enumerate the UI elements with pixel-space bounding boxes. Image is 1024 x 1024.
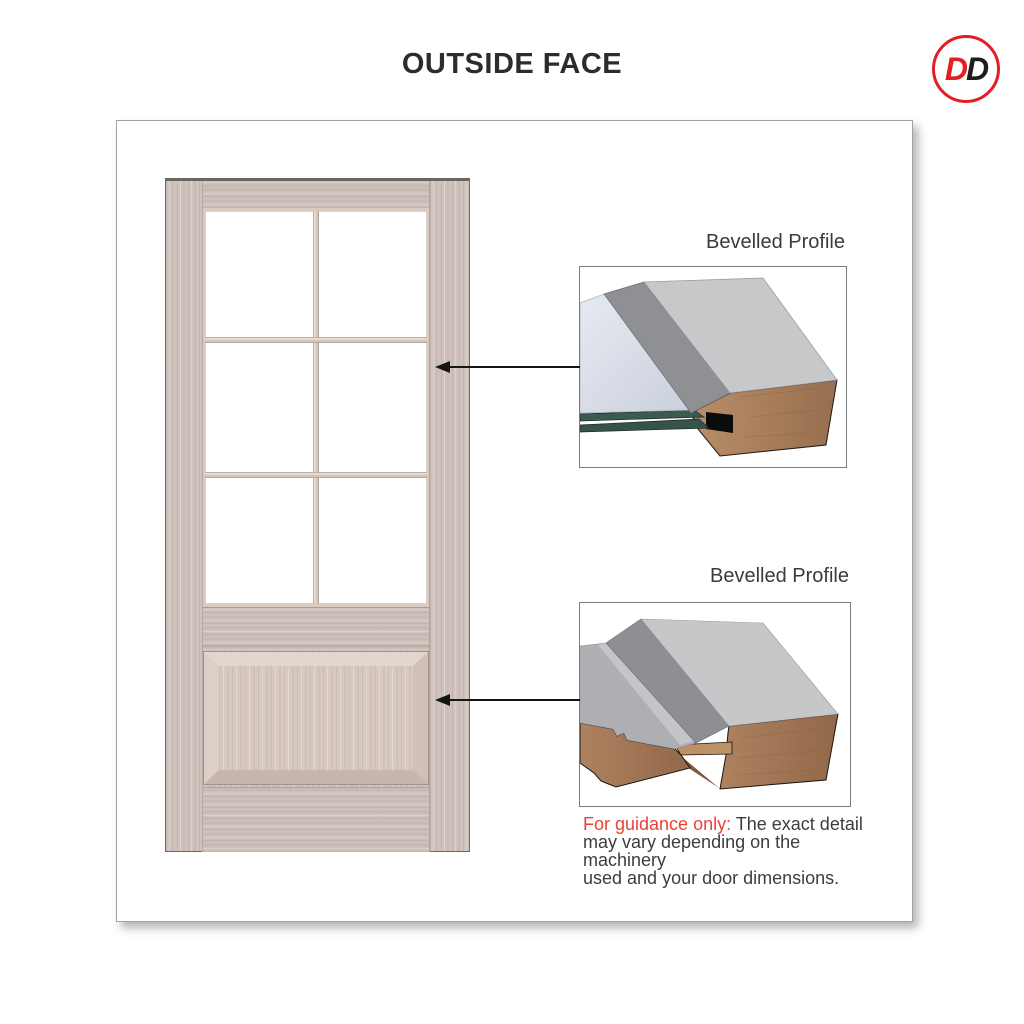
guidance-line-1 <box>583 815 883 833</box>
door-bottom-rail <box>202 787 430 852</box>
door-panel-field <box>219 666 413 770</box>
door-top-rail <box>202 181 430 209</box>
glazing-bar-horizontal <box>205 337 427 343</box>
door-mid-rail <box>202 607 430 646</box>
wood-shadow-wedge <box>681 756 719 788</box>
callout-arrow-line-top <box>448 366 580 368</box>
logo-letter-1: D <box>944 51 966 87</box>
detail-label-bottom: Bevelled Profile <box>710 565 849 587</box>
guidance-highlight: For guidance only: <box>583 814 732 834</box>
detail-label-top: Bevelled Profile <box>706 231 845 253</box>
brand-logo <box>932 35 1000 103</box>
bevelled-profile-render-glazing-bar <box>580 267 846 467</box>
detail-box-panel-edge <box>579 602 851 807</box>
door-illustration <box>165 178 470 852</box>
door-panel-zone <box>202 650 430 787</box>
guidance-line-3: used and your door dimensions. <box>583 868 840 888</box>
detail-box-glazing-bar <box>579 266 847 468</box>
guidance-note <box>583 815 883 887</box>
bevelled-profile-render-panel-edge <box>580 603 850 806</box>
glass-edge-strip <box>580 419 709 432</box>
logo-letter-2: D <box>966 51 988 87</box>
page-title: OUTSIDE FACE <box>401 48 623 80</box>
callout-arrow-line-bottom <box>448 699 580 701</box>
door-left-stile <box>166 181 203 851</box>
callout-arrow-head-bottom <box>435 694 450 706</box>
glazing-bar-vertical <box>313 211 319 604</box>
glazing-bar-horizontal <box>205 472 427 478</box>
guidance-line-2: may vary depending on the machinery <box>583 832 801 870</box>
callout-arrow-head-top <box>435 361 450 373</box>
door-raised-panel <box>204 652 428 784</box>
door-glazed-area <box>202 208 430 607</box>
guidance-line-1-rest: The exact detail <box>731 814 863 834</box>
door-right-stile <box>429 181 469 851</box>
